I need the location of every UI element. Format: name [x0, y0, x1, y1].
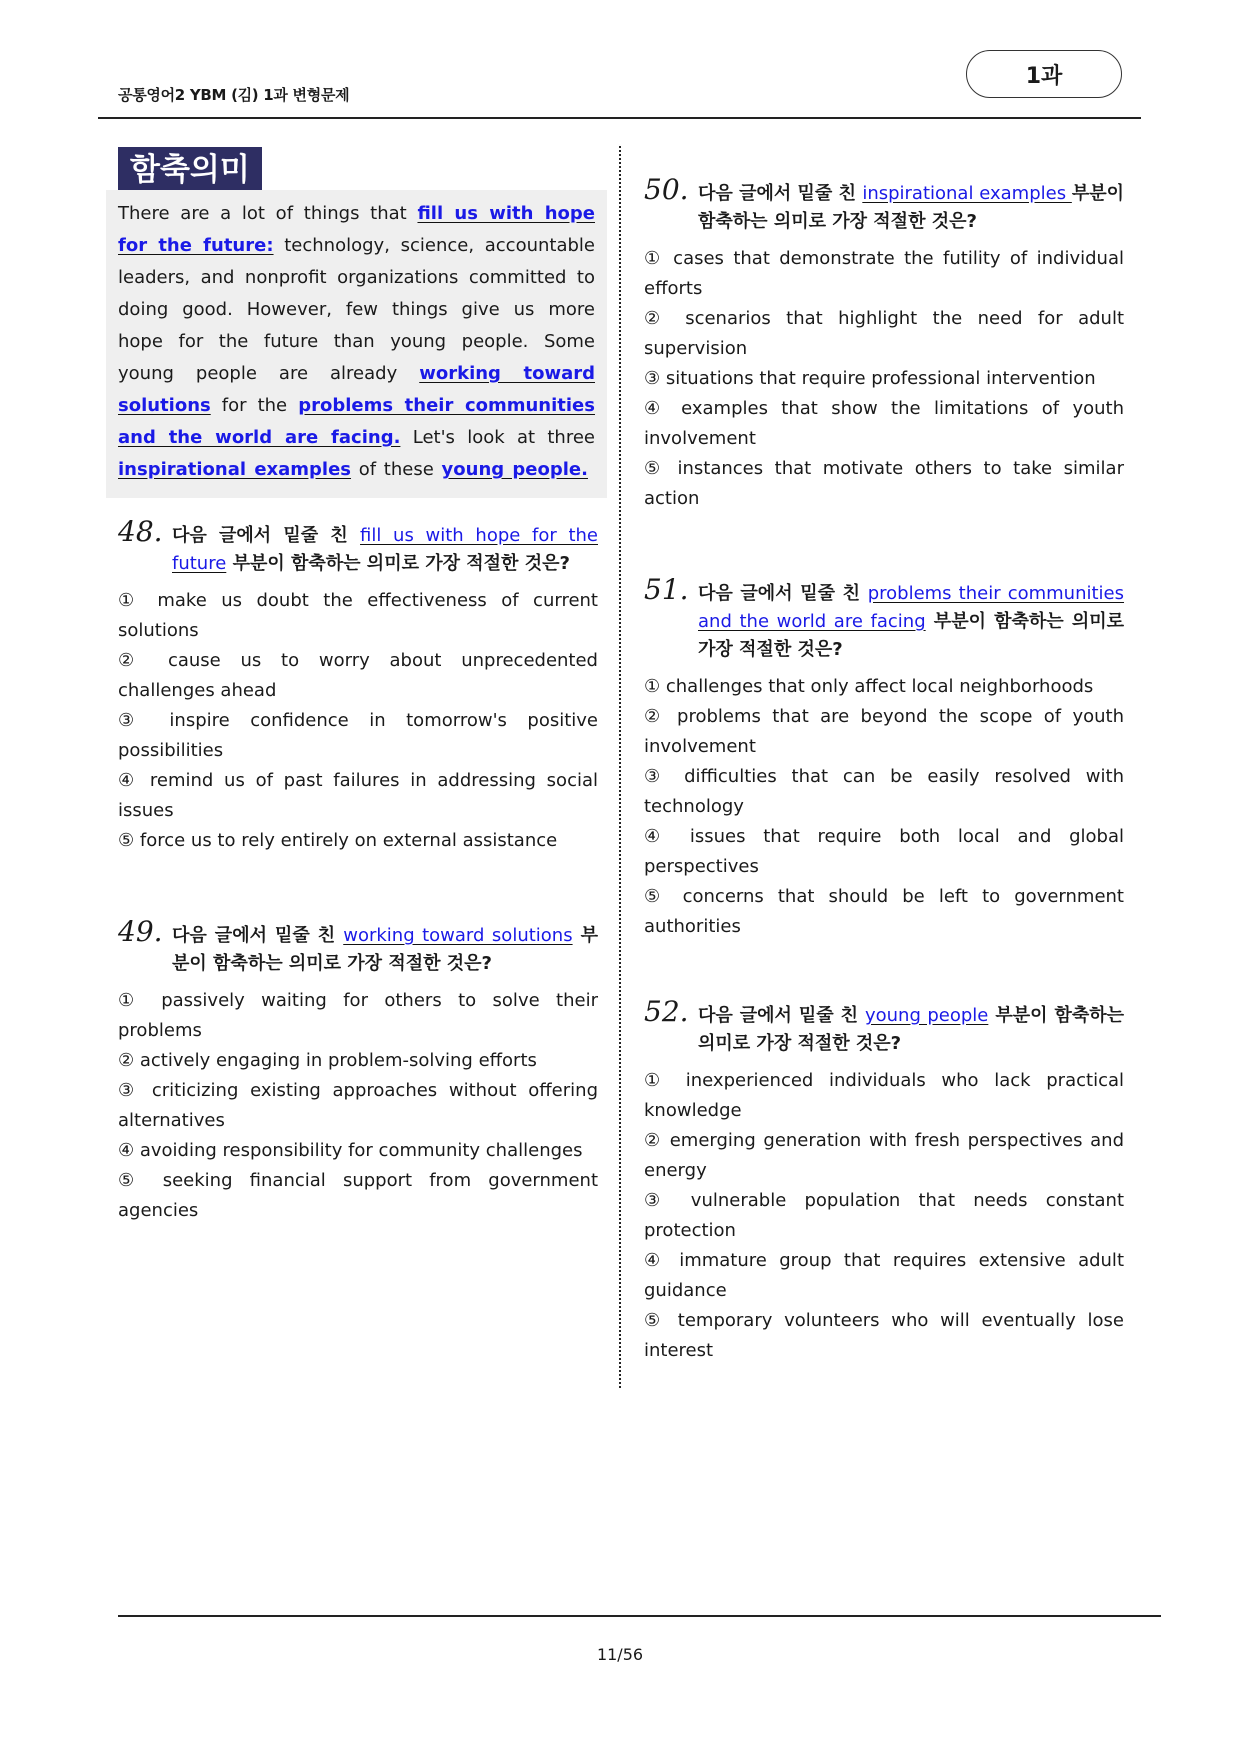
passage-text: of these: [351, 459, 442, 480]
header-title: 공통영어2 YBM (김) 1과 변형문제: [118, 86, 350, 104]
option-2[interactable]: ② problems that are beyond the scope of youth involvement: [644, 706, 1124, 757]
option-4[interactable]: ④ immature group that requires extensive adult guidance: [644, 1250, 1124, 1301]
question-stem: [644, 173, 1125, 236]
passage-text: for the: [210, 395, 299, 416]
option-5[interactable]: ⑤ instances that motivate others to take similar action: [644, 458, 1124, 509]
stem-suffix: 부분이 함축하는 의미로 가장 적절한 것은?: [698, 611, 1124, 660]
options-list: [644, 244, 1124, 514]
option-4[interactable]: ④ remind us of past failures in addressing social issues: [118, 770, 598, 821]
option-5[interactable]: ⑤ force us to rely entirely on external assistance: [118, 830, 558, 851]
header-divider: [98, 117, 1141, 119]
question-number: 49.: [118, 915, 163, 948]
question-number: 51.: [644, 573, 689, 606]
stem-prefix: 다음 글에서 밑줄 친: [698, 183, 863, 204]
target-phrase: fill us with hope for the future: [172, 525, 598, 574]
options-list: [644, 672, 1124, 942]
stem-prefix: 다음 글에서 밑줄 친: [698, 1005, 865, 1026]
question-52: [644, 995, 1124, 1366]
page-number: 11/56: [596, 1645, 644, 1664]
question-51: [644, 573, 1125, 942]
stem-prefix: 다음 글에서 밑줄 친: [172, 925, 344, 946]
question-stem: [118, 915, 599, 978]
option-5[interactable]: ⑤ seeking financial support from government agencies: [118, 1170, 598, 1221]
option-1[interactable]: ① cases that demonstrate the futility of individual efforts: [644, 248, 1124, 299]
option-3[interactable]: ③ situations that require professional intervention: [644, 368, 1096, 389]
question-number: 48.: [118, 515, 163, 548]
underlined-phrase: inspirational examples: [118, 459, 352, 480]
passage-text: There are a lot of things that: [118, 203, 418, 224]
option-5[interactable]: ⑤ concerns that should be left to government authorities: [644, 886, 1124, 937]
question-50: [644, 173, 1125, 514]
option-1[interactable]: ① make us doubt the effectiveness of current solutions: [118, 590, 598, 641]
passage-text: technology, science, accountable leaders, and nonprofit organizations committed to doing good. However, few things give us more hope for the future than young people. Some young people are already: [118, 235, 595, 384]
column-divider: [619, 146, 621, 1388]
option-4[interactable]: ④ issues that require both local and global perspectives: [644, 826, 1124, 877]
footer-divider: [118, 1615, 1161, 1617]
option-3[interactable]: ③ vulnerable population that needs constant protection: [644, 1190, 1124, 1241]
question-stem: [644, 573, 1125, 664]
option-4[interactable]: ④ examples that show the limitations of youth involvement: [644, 398, 1124, 449]
passage-box: [106, 190, 607, 498]
option-3[interactable]: ③ inspire confidence in tomorrow's positive possibilities: [118, 710, 598, 761]
lesson-badge: 1과: [966, 50, 1122, 98]
option-1[interactable]: ① inexperienced individuals who lack practical knowledge: [644, 1070, 1124, 1121]
option-4[interactable]: ④ avoiding responsibility for community challenges: [118, 1140, 583, 1161]
option-3[interactable]: ③ difficulties that can be easily resolved with technology: [644, 766, 1124, 817]
stem-suffix: 부분이 함축하는 의미로 가장 적절한 것은?: [698, 1005, 1124, 1054]
stem-suffix: 부분이 함축하는 의미로 가장 적절한 것은?: [698, 183, 1125, 232]
stem-suffix: 부분이 함축하는 의미로 가장 적절한 것은?: [226, 553, 570, 574]
question-number: 52.: [644, 995, 689, 1028]
option-1[interactable]: ① passively waiting for others to solve their problems: [118, 990, 598, 1041]
option-5[interactable]: ⑤ temporary volunteers who will eventually lose interest: [644, 1310, 1124, 1361]
options-list: [118, 986, 598, 1226]
stem-prefix: 다음 글에서 밑줄 친: [698, 583, 868, 604]
option-2[interactable]: ② scenarios that highlight the need for adult supervision: [644, 308, 1124, 359]
target-phrase: young people: [864, 1005, 989, 1026]
passage-text: Let's look at three: [400, 427, 595, 448]
question-stem: [644, 995, 1124, 1058]
option-1[interactable]: ① challenges that only affect local neighborhoods: [644, 676, 1094, 697]
underlined-phrase: working toward solutions: [118, 363, 595, 416]
option-3[interactable]: ③ criticizing existing approaches without offering alternatives: [118, 1080, 598, 1131]
stem-prefix: 다음 글에서 밑줄 친: [172, 525, 361, 546]
underlined-phrase: young people.: [441, 459, 588, 480]
question-48: [118, 515, 598, 856]
target-phrase: inspirational examples: [862, 183, 1072, 204]
option-2[interactable]: ② emerging generation with fresh perspectives and energy: [644, 1130, 1124, 1181]
option-2[interactable]: ② cause us to worry about unprecedented challenges ahead: [118, 650, 598, 701]
stem-suffix: 부분이 함축하는 의미로 가장 적절한 것은?: [172, 925, 599, 974]
options-list: [118, 586, 598, 856]
target-phrase: problems their communities and the world are facing: [698, 583, 1125, 632]
question-number: 50.: [644, 173, 689, 206]
question-49: [118, 915, 599, 1226]
target-phrase: working toward solutions: [343, 925, 573, 946]
underlined-phrase: fill us with hope for the future:: [118, 203, 595, 256]
question-stem: [118, 515, 598, 578]
options-list: [644, 1066, 1124, 1366]
underlined-phrase: problems their communities and the world are facing.: [118, 395, 595, 448]
option-2[interactable]: ② actively engaging in problem-solving efforts: [118, 1050, 537, 1071]
section-tag: 함축의미: [118, 147, 262, 193]
